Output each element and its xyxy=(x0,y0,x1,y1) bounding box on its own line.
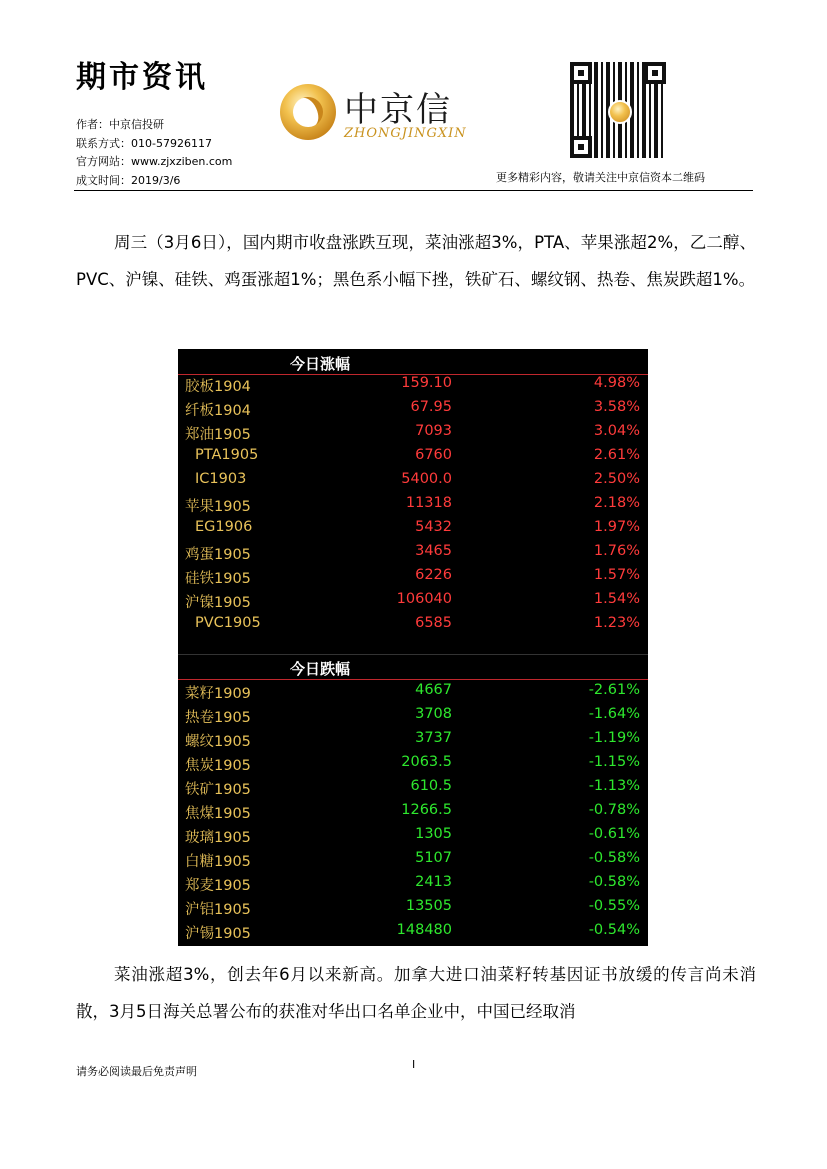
contract-change: 1.97% xyxy=(593,519,640,535)
contract-name: 纤板1904 xyxy=(185,403,251,419)
contract-price: 5400.0 xyxy=(401,471,452,487)
contract-price: 148480 xyxy=(396,922,452,938)
contract-name: 热卷1905 xyxy=(185,710,251,726)
board-row xyxy=(178,517,648,541)
contract-price: 159.10 xyxy=(401,375,452,391)
contract-name: 焦炭1905 xyxy=(185,758,251,774)
contract-change: -0.61% xyxy=(588,826,640,842)
contract-price: 7093 xyxy=(415,423,452,439)
contract-name: 白糖1905 xyxy=(185,854,251,870)
contract-price: 610.5 xyxy=(410,778,452,794)
contract-price: 5107 xyxy=(415,850,452,866)
contract-price: 6760 xyxy=(415,447,452,463)
contract-name: 菜籽1909 xyxy=(185,686,251,702)
contact-line: 联系方式：010-57926117 xyxy=(76,136,212,150)
logo-emblem-icon xyxy=(280,84,336,140)
gainers-title: 今日涨幅 xyxy=(290,355,351,373)
board-row xyxy=(178,920,648,944)
author-line: 作者：中京信投研 xyxy=(76,118,164,131)
gainers-header xyxy=(178,351,648,375)
contract-change: 2.50% xyxy=(593,471,640,487)
contract-change: -0.54% xyxy=(588,922,640,938)
contract-change: 1.23% xyxy=(593,615,640,631)
contract-change: 3.04% xyxy=(593,423,640,439)
board-row xyxy=(178,565,648,589)
contract-change: -0.58% xyxy=(588,850,640,866)
logo-english-text: ZHONGJINGXIN xyxy=(344,126,467,141)
qr-code-icon xyxy=(570,62,666,158)
contract-name: EG1906 xyxy=(195,519,253,535)
page-number: I xyxy=(412,1058,416,1071)
contract-name: 铁矿1905 xyxy=(185,782,251,798)
paragraph-rapeseed-oil: 菜油涨超3%，创去年6月以来新高。加拿大进口油菜籽转基因证书放缓的传言尚未消散，3月5日海关总署公布的获准对华出口名单企业中，中国已经取消 xyxy=(76,965,756,1021)
contract-price: 13505 xyxy=(405,898,452,914)
contract-change: -1.19% xyxy=(588,730,640,746)
board-row xyxy=(178,493,648,517)
contract-price: 2413 xyxy=(415,874,452,890)
board-row xyxy=(178,704,648,728)
contract-change: -1.64% xyxy=(588,706,640,722)
contract-name: 沪镍1905 xyxy=(185,595,251,611)
board-row xyxy=(178,752,648,776)
contract-change: -0.78% xyxy=(588,802,640,818)
disclaimer-note: 请务必阅读最后免责声明 xyxy=(76,1065,197,1078)
board-row xyxy=(178,800,648,824)
contract-name: 玻璃1905 xyxy=(185,830,251,846)
contract-change: 1.76% xyxy=(593,543,640,559)
board-row xyxy=(178,469,648,493)
losers-header xyxy=(178,656,648,680)
contract-change: 1.57% xyxy=(593,567,640,583)
contract-change: 1.54% xyxy=(593,591,640,607)
board-row xyxy=(178,541,648,565)
board-row xyxy=(178,728,648,752)
section-divider xyxy=(178,654,648,655)
contract-price: 3708 xyxy=(415,706,452,722)
contract-price: 1305 xyxy=(415,826,452,842)
contract-price: 5432 xyxy=(415,519,452,535)
contract-price: 3465 xyxy=(415,543,452,559)
board-row xyxy=(178,872,648,896)
contract-price: 6585 xyxy=(415,615,452,631)
contract-name: 郑麦1905 xyxy=(185,878,251,894)
contract-change: -1.13% xyxy=(588,778,640,794)
losers-title: 今日跌幅 xyxy=(290,660,351,678)
contract-name: PVC1905 xyxy=(195,615,261,631)
header-divider xyxy=(74,190,753,191)
contract-price: 6226 xyxy=(415,567,452,583)
contract-change: 2.61% xyxy=(593,447,640,463)
contract-name: 苹果1905 xyxy=(185,499,251,515)
board-row xyxy=(178,397,648,421)
author-info xyxy=(76,116,232,190)
page-title: 期市资讯 xyxy=(76,60,208,95)
contract-name: 胶板1904 xyxy=(185,379,251,395)
website-line: 官方网站：www.zjxziben.com xyxy=(76,155,233,168)
contract-name: PTA1905 xyxy=(195,447,259,463)
board-row xyxy=(178,589,648,613)
contract-price: 4667 xyxy=(415,682,452,698)
contract-change: -0.58% xyxy=(588,874,640,890)
contract-price: 11318 xyxy=(405,495,452,511)
contract-name: 鸡蛋1905 xyxy=(185,547,251,563)
contract-name: 螺纹1905 xyxy=(185,734,251,750)
contract-price: 3737 xyxy=(415,730,452,746)
company-logo xyxy=(280,82,480,144)
board-row xyxy=(178,680,648,704)
contract-name: 焦煤1905 xyxy=(185,806,251,822)
board-row xyxy=(178,848,648,872)
board-row xyxy=(178,445,648,469)
contract-name: 沪锡1905 xyxy=(185,926,251,942)
contract-change: -2.61% xyxy=(588,682,640,698)
contract-name: 郑油1905 xyxy=(185,427,251,443)
board-row xyxy=(178,373,648,397)
futures-board xyxy=(178,349,648,946)
contract-price: 1266.5 xyxy=(401,802,452,818)
contract-change: -0.55% xyxy=(588,898,640,914)
contract-name: IC1903 xyxy=(195,471,247,487)
contract-name: 沪铝1905 xyxy=(185,902,251,918)
contract-price: 2063.5 xyxy=(401,754,452,770)
contract-price: 106040 xyxy=(396,591,452,607)
contract-change: 4.98% xyxy=(593,375,640,391)
contract-change: 2.18% xyxy=(593,495,640,511)
logo-chinese-text: 中京信 xyxy=(344,90,452,130)
paragraph-summary: 周三（3月6日），国内期市收盘涨跌互现，菜油涨超3%，PTA、苹果涨超2%，乙二醇、PVC、沪镍、硅铁、鸡蛋涨超1%；黑色系小幅下挫，铁矿石、螺纹钢、热卷、焦炭跌超1%。 xyxy=(76,233,756,289)
qr-caption: 更多精彩内容，敬请关注中京信资本二维码 xyxy=(496,171,705,184)
board-row xyxy=(178,776,648,800)
contract-name: 硅铁1905 xyxy=(185,571,251,587)
board-row xyxy=(178,613,648,637)
board-row xyxy=(178,421,648,445)
contract-price: 67.95 xyxy=(410,399,452,415)
board-row xyxy=(178,896,648,920)
date-line: 成文时间：2019/3/6 xyxy=(76,173,181,187)
contract-change: 3.58% xyxy=(593,399,640,415)
contract-change: -1.15% xyxy=(588,754,640,770)
board-row xyxy=(178,824,648,848)
